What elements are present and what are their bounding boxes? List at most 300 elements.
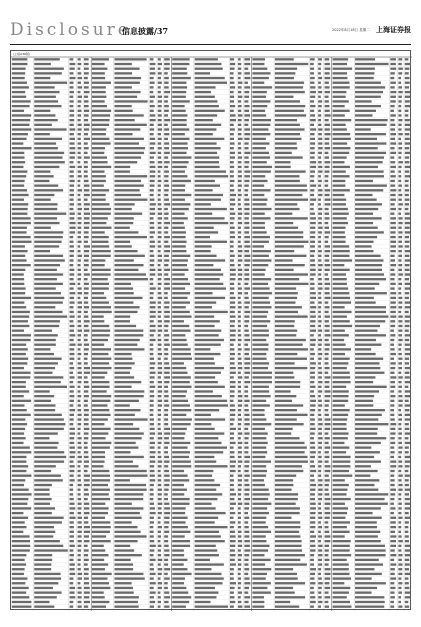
cell-text bbox=[333, 278, 347, 280]
cell-text bbox=[325, 119, 329, 121]
cell-text bbox=[318, 124, 321, 126]
cell-text bbox=[84, 250, 89, 252]
cell-text bbox=[230, 311, 235, 313]
cell-text bbox=[318, 301, 322, 303]
cell-text bbox=[34, 465, 56, 467]
cell-text bbox=[390, 194, 395, 196]
cell-text bbox=[275, 390, 291, 392]
cell-text bbox=[195, 451, 224, 453]
cell-text bbox=[252, 437, 266, 439]
cell-text bbox=[150, 484, 154, 486]
cell-text bbox=[244, 245, 250, 247]
cell-text bbox=[92, 605, 106, 607]
cell-text bbox=[172, 479, 189, 481]
cell-text bbox=[275, 208, 300, 210]
cell-text bbox=[78, 418, 82, 420]
cell-text bbox=[325, 601, 329, 603]
cell-text bbox=[398, 423, 401, 425]
cell-text bbox=[252, 119, 271, 121]
cell-text bbox=[84, 358, 88, 360]
cell-text bbox=[390, 432, 395, 434]
cell-text bbox=[34, 203, 57, 205]
cell-text bbox=[34, 245, 59, 247]
cell-text bbox=[34, 301, 63, 303]
cell-text bbox=[238, 432, 242, 434]
cell-text bbox=[333, 507, 348, 509]
cell-text bbox=[195, 241, 227, 243]
cell-text bbox=[34, 503, 50, 505]
cell-text bbox=[150, 395, 155, 397]
cell-text bbox=[158, 301, 161, 303]
cell-text bbox=[275, 334, 296, 336]
cell-text bbox=[355, 189, 383, 191]
cell-text bbox=[318, 601, 322, 603]
cell-text bbox=[405, 531, 409, 533]
cell-text bbox=[12, 568, 25, 570]
cell-text bbox=[238, 479, 242, 481]
cell-text bbox=[12, 264, 31, 266]
cell-text bbox=[150, 545, 156, 547]
cell-text bbox=[405, 451, 409, 453]
cell-text bbox=[318, 255, 321, 257]
cell-text bbox=[318, 325, 321, 327]
cell-text bbox=[114, 605, 138, 607]
cell-text bbox=[172, 180, 191, 182]
cell-text bbox=[172, 559, 187, 561]
cell-text bbox=[78, 470, 81, 472]
cell-text bbox=[252, 269, 265, 271]
cell-text bbox=[172, 563, 184, 565]
cell-text bbox=[78, 559, 81, 561]
cell-text bbox=[275, 72, 296, 74]
cell-text bbox=[310, 133, 314, 135]
cell-text bbox=[252, 479, 264, 481]
cell-text bbox=[275, 194, 302, 196]
cell-text bbox=[84, 278, 88, 280]
cell-text bbox=[84, 255, 89, 257]
cell-text bbox=[12, 292, 25, 294]
cell-text bbox=[34, 423, 65, 425]
cell-text bbox=[172, 400, 188, 402]
cell-text bbox=[114, 367, 131, 369]
cell-text bbox=[355, 301, 376, 303]
cell-text bbox=[164, 372, 169, 374]
cell-text bbox=[34, 428, 64, 430]
cell-text bbox=[310, 414, 314, 416]
cell-text bbox=[355, 437, 386, 439]
cell-text bbox=[114, 591, 133, 593]
cell-text bbox=[114, 236, 147, 238]
cell-text bbox=[230, 287, 234, 289]
cell-text bbox=[172, 437, 184, 439]
cell-text bbox=[92, 161, 108, 163]
cell-text bbox=[114, 114, 143, 116]
cell-text bbox=[252, 601, 264, 603]
cell-text bbox=[325, 86, 330, 88]
cell-text bbox=[84, 58, 89, 60]
cell-text bbox=[238, 484, 242, 486]
cell-text bbox=[318, 287, 322, 289]
cell-text bbox=[34, 273, 63, 275]
cell-text bbox=[318, 446, 322, 448]
cell-text bbox=[325, 334, 331, 336]
cell-text bbox=[172, 456, 189, 458]
cell-text bbox=[92, 264, 105, 266]
cell-text bbox=[230, 549, 235, 551]
cell-text bbox=[158, 475, 162, 477]
cell-text bbox=[333, 320, 350, 322]
cell-text bbox=[34, 531, 55, 533]
cell-text bbox=[244, 273, 249, 275]
cell-text bbox=[405, 390, 410, 392]
cell-text bbox=[325, 587, 331, 589]
cell-text bbox=[310, 451, 316, 453]
cell-text bbox=[78, 119, 81, 121]
cell-text bbox=[78, 77, 83, 79]
cell-text bbox=[158, 91, 161, 93]
cell-text bbox=[252, 353, 266, 355]
cell-text bbox=[114, 119, 134, 121]
cell-text bbox=[355, 63, 388, 65]
cell-text bbox=[172, 231, 186, 233]
cell-text bbox=[84, 91, 90, 93]
cell-text bbox=[333, 91, 347, 93]
cell-text bbox=[12, 605, 32, 607]
cell-text bbox=[12, 549, 30, 551]
cell-text bbox=[230, 170, 234, 172]
cell-text bbox=[78, 287, 82, 289]
cell-text bbox=[238, 404, 242, 406]
cell-text bbox=[172, 292, 190, 294]
cell-text bbox=[92, 460, 105, 462]
cell-text bbox=[114, 418, 147, 420]
cell-text bbox=[34, 100, 58, 102]
cell-text bbox=[78, 124, 82, 126]
cell-text bbox=[114, 72, 132, 74]
cell-text bbox=[333, 531, 350, 533]
cell-text bbox=[398, 311, 401, 313]
cell-text bbox=[318, 189, 322, 191]
cell-text bbox=[34, 400, 51, 402]
cell-text bbox=[172, 82, 186, 84]
cell-text bbox=[325, 498, 331, 500]
cell-text bbox=[92, 446, 110, 448]
cell-text bbox=[398, 549, 401, 551]
cell-text bbox=[333, 105, 345, 107]
cell-text bbox=[238, 152, 241, 154]
cell-text bbox=[84, 591, 90, 593]
cell-text bbox=[325, 222, 329, 224]
cell-text bbox=[164, 437, 169, 439]
cell-text bbox=[318, 194, 322, 196]
cell-text bbox=[252, 170, 270, 172]
cell-text bbox=[405, 231, 410, 233]
cell-text bbox=[333, 460, 351, 462]
cell-text bbox=[252, 287, 269, 289]
cell-text bbox=[275, 63, 308, 65]
cell-text bbox=[355, 348, 371, 350]
cell-text bbox=[275, 255, 307, 257]
cell-text bbox=[114, 549, 134, 551]
cell-text bbox=[195, 96, 215, 98]
cell-text bbox=[195, 227, 214, 229]
cell-text bbox=[390, 213, 394, 215]
cell-text bbox=[158, 222, 162, 224]
cell-text bbox=[114, 395, 143, 397]
cell-text bbox=[230, 241, 234, 243]
cell-text bbox=[310, 386, 315, 388]
cell-text bbox=[252, 521, 265, 523]
cell-text bbox=[238, 241, 241, 243]
cell-text bbox=[244, 577, 249, 579]
cell-text bbox=[230, 236, 235, 238]
cell-text bbox=[84, 540, 89, 542]
cell-text bbox=[172, 250, 186, 252]
cell-text bbox=[398, 58, 402, 60]
cell-text bbox=[325, 142, 330, 144]
cell-text bbox=[70, 517, 76, 519]
cell-text bbox=[70, 77, 76, 79]
cell-text bbox=[275, 582, 305, 584]
cell-text bbox=[84, 489, 88, 491]
cell-text bbox=[92, 269, 111, 271]
cell-text bbox=[310, 512, 315, 514]
cell-text bbox=[114, 456, 143, 458]
cell-text bbox=[78, 339, 81, 341]
cell-text bbox=[405, 63, 411, 65]
cell-text bbox=[390, 320, 395, 322]
cell-text bbox=[172, 138, 189, 140]
cell-text bbox=[114, 437, 141, 439]
cell-text bbox=[325, 58, 330, 60]
cell-text bbox=[325, 344, 330, 346]
cell-text bbox=[355, 119, 388, 121]
cell-text bbox=[92, 110, 111, 112]
cell-text bbox=[195, 315, 214, 317]
cell-text bbox=[355, 549, 386, 551]
cell-text bbox=[333, 465, 351, 467]
cell-text bbox=[398, 512, 401, 514]
cell-text bbox=[114, 208, 131, 210]
cell-text bbox=[275, 156, 303, 158]
cell-text bbox=[34, 353, 54, 355]
cell-text bbox=[325, 105, 330, 107]
cell-text bbox=[150, 138, 155, 140]
cell-text bbox=[12, 601, 32, 603]
cell-text bbox=[398, 245, 402, 247]
cell-text bbox=[252, 82, 264, 84]
cell-text bbox=[230, 470, 236, 472]
cell-text bbox=[34, 227, 51, 229]
cell-text bbox=[390, 114, 395, 116]
cell-text bbox=[244, 320, 249, 322]
cell-text bbox=[195, 535, 221, 537]
cell-text bbox=[355, 386, 387, 388]
cell-text bbox=[390, 82, 396, 84]
cell-text bbox=[84, 241, 88, 243]
cell-text bbox=[275, 147, 297, 149]
cell-text bbox=[70, 184, 75, 186]
cell-text bbox=[405, 591, 410, 593]
cell-text bbox=[310, 404, 315, 406]
cell-text bbox=[275, 479, 293, 481]
cell-text bbox=[12, 287, 26, 289]
cell-text bbox=[12, 138, 27, 140]
cell-text bbox=[318, 470, 321, 472]
cell-text bbox=[238, 133, 241, 135]
cell-text bbox=[405, 68, 410, 70]
cell-text bbox=[172, 119, 187, 121]
cell-text bbox=[252, 250, 270, 252]
cell-text bbox=[310, 591, 314, 593]
cell-text bbox=[355, 283, 379, 285]
cell-text bbox=[150, 231, 155, 233]
cell-text bbox=[390, 418, 394, 420]
cell-text bbox=[34, 68, 64, 70]
cell-text bbox=[70, 512, 74, 514]
cell-text bbox=[252, 241, 269, 243]
cell-text bbox=[390, 428, 395, 430]
cell-text bbox=[318, 68, 321, 70]
cell-text bbox=[150, 404, 154, 406]
cell-text bbox=[398, 451, 402, 453]
cell-text bbox=[158, 292, 162, 294]
cell-text bbox=[405, 184, 409, 186]
cell-text bbox=[405, 255, 410, 257]
cell-text bbox=[310, 68, 314, 70]
cell-text bbox=[195, 72, 210, 74]
cell-text bbox=[70, 231, 76, 233]
cell-text bbox=[70, 166, 76, 168]
cell-text bbox=[275, 231, 303, 233]
cell-text bbox=[398, 545, 401, 547]
cell-text bbox=[390, 489, 396, 491]
cell-text bbox=[70, 601, 74, 603]
cell-text bbox=[398, 367, 402, 369]
cell-text bbox=[310, 208, 314, 210]
cell-text bbox=[355, 133, 386, 135]
cell-text bbox=[318, 559, 322, 561]
cell-text bbox=[390, 91, 396, 93]
cell-text bbox=[355, 605, 384, 607]
cell-text bbox=[310, 400, 316, 402]
cell-text bbox=[252, 545, 269, 547]
cell-text bbox=[195, 217, 225, 219]
cell-text bbox=[12, 376, 31, 378]
cell-text bbox=[318, 175, 321, 177]
cell-text bbox=[244, 100, 248, 102]
cell-text bbox=[238, 451, 242, 453]
cell-text bbox=[172, 77, 191, 79]
cell-text bbox=[70, 311, 74, 313]
cell-text bbox=[333, 166, 350, 168]
cell-text bbox=[310, 432, 315, 434]
cell-text bbox=[252, 311, 268, 313]
cell-text bbox=[333, 493, 347, 495]
cell-text bbox=[398, 91, 402, 93]
cell-text bbox=[355, 287, 375, 289]
cell-text bbox=[34, 152, 64, 154]
cell-text bbox=[405, 91, 410, 93]
cell-text bbox=[390, 376, 396, 378]
cell-text bbox=[195, 264, 214, 266]
cell-text bbox=[405, 269, 410, 271]
cell-text bbox=[355, 372, 384, 374]
cell-text bbox=[244, 166, 248, 168]
cell-text bbox=[398, 292, 401, 294]
cell-text bbox=[238, 236, 241, 238]
cell-text bbox=[230, 428, 236, 430]
cell-text bbox=[114, 390, 144, 392]
cell-text bbox=[325, 227, 329, 229]
cell-text bbox=[92, 58, 109, 60]
cell-text bbox=[12, 493, 32, 495]
cell-text bbox=[252, 432, 267, 434]
cell-text bbox=[318, 545, 322, 547]
cell-text bbox=[84, 376, 88, 378]
cell-text bbox=[172, 549, 184, 551]
cell-text bbox=[92, 451, 105, 453]
cell-text bbox=[244, 465, 249, 467]
cell-text bbox=[238, 255, 242, 257]
cell-text bbox=[325, 339, 329, 341]
cell-text bbox=[150, 180, 155, 182]
cell-text bbox=[78, 605, 82, 607]
cell-text bbox=[244, 208, 249, 210]
cell-text bbox=[70, 605, 74, 607]
cell-text bbox=[114, 517, 141, 519]
cell-text bbox=[158, 386, 162, 388]
cell-text bbox=[150, 596, 154, 598]
cell-text bbox=[78, 460, 82, 462]
cell-text bbox=[150, 540, 155, 542]
cell-text bbox=[390, 124, 395, 126]
cell-text bbox=[84, 199, 88, 201]
cell-text bbox=[275, 142, 297, 144]
cell-text bbox=[238, 540, 242, 542]
cell-text bbox=[150, 105, 155, 107]
cell-text bbox=[195, 161, 219, 163]
cell-text bbox=[238, 386, 241, 388]
cell-text bbox=[70, 549, 74, 551]
cell-text bbox=[238, 517, 241, 519]
cell-text bbox=[78, 601, 82, 603]
cell-text bbox=[70, 301, 75, 303]
cell-text bbox=[244, 269, 249, 271]
cell-text bbox=[405, 124, 410, 126]
cell-text bbox=[252, 110, 265, 112]
cell-text bbox=[92, 428, 111, 430]
cell-text bbox=[195, 428, 215, 430]
cell-text bbox=[325, 395, 331, 397]
cell-text bbox=[230, 512, 235, 514]
cell-text bbox=[355, 423, 388, 425]
cell-text bbox=[172, 376, 191, 378]
cell-text bbox=[355, 446, 371, 448]
cell-text bbox=[84, 161, 88, 163]
cell-text bbox=[78, 451, 81, 453]
cell-text bbox=[150, 563, 154, 565]
cell-text bbox=[252, 395, 270, 397]
cell-text bbox=[230, 315, 236, 317]
cell-text bbox=[164, 479, 170, 481]
cell-text bbox=[92, 166, 111, 168]
cell-text bbox=[333, 386, 347, 388]
cell-text bbox=[70, 376, 75, 378]
cell-text bbox=[318, 568, 321, 570]
cell-text bbox=[195, 236, 210, 238]
cell-text bbox=[390, 63, 396, 65]
